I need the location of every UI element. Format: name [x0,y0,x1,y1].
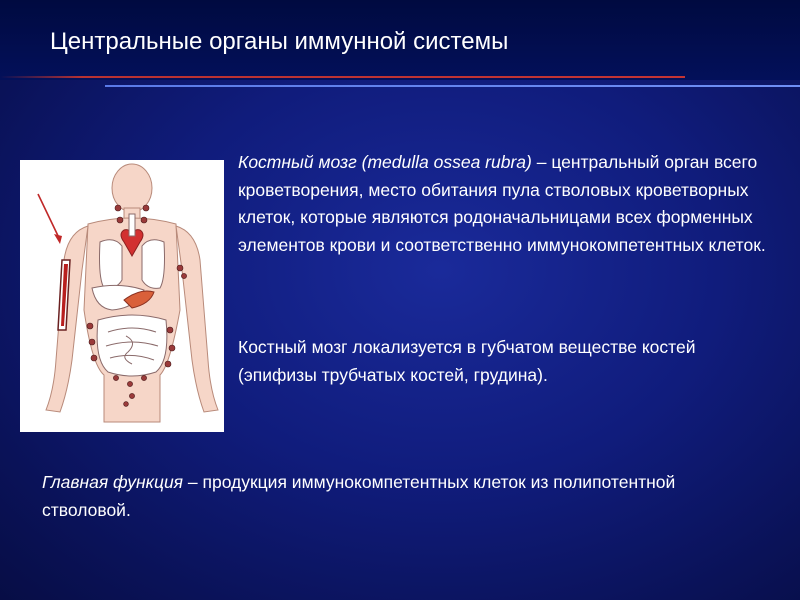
bone-marrow-term: Костный мозг (medulla ossea rubra) [238,152,532,172]
bone-marrow-location: Костный мозг локализуется в губчатом веществе костей (эпифизы трубчатых костей, грудина). [238,337,696,385]
main-function-term: Главная функция [42,472,184,492]
human-body-icon [20,160,224,432]
anatomy-illustration [20,160,224,432]
slide-title: Центральные органы иммунной системы [50,28,509,55]
main-function-description: – продукция иммунокомпетентных клеток из полипотентной стволовой. [42,472,676,520]
title-divider-blue [105,85,800,87]
bone-marrow-definition [238,149,768,259]
main-function [42,469,762,524]
bone-marrow-description: – центральный орган всего кроветворения, место обитания пула стволовых кроветворных клеток, которые являются родоначальницами всех форменных элементов крови и соответственно иммунокомпетентных клеток. [238,152,766,255]
title-divider-red [0,76,685,78]
